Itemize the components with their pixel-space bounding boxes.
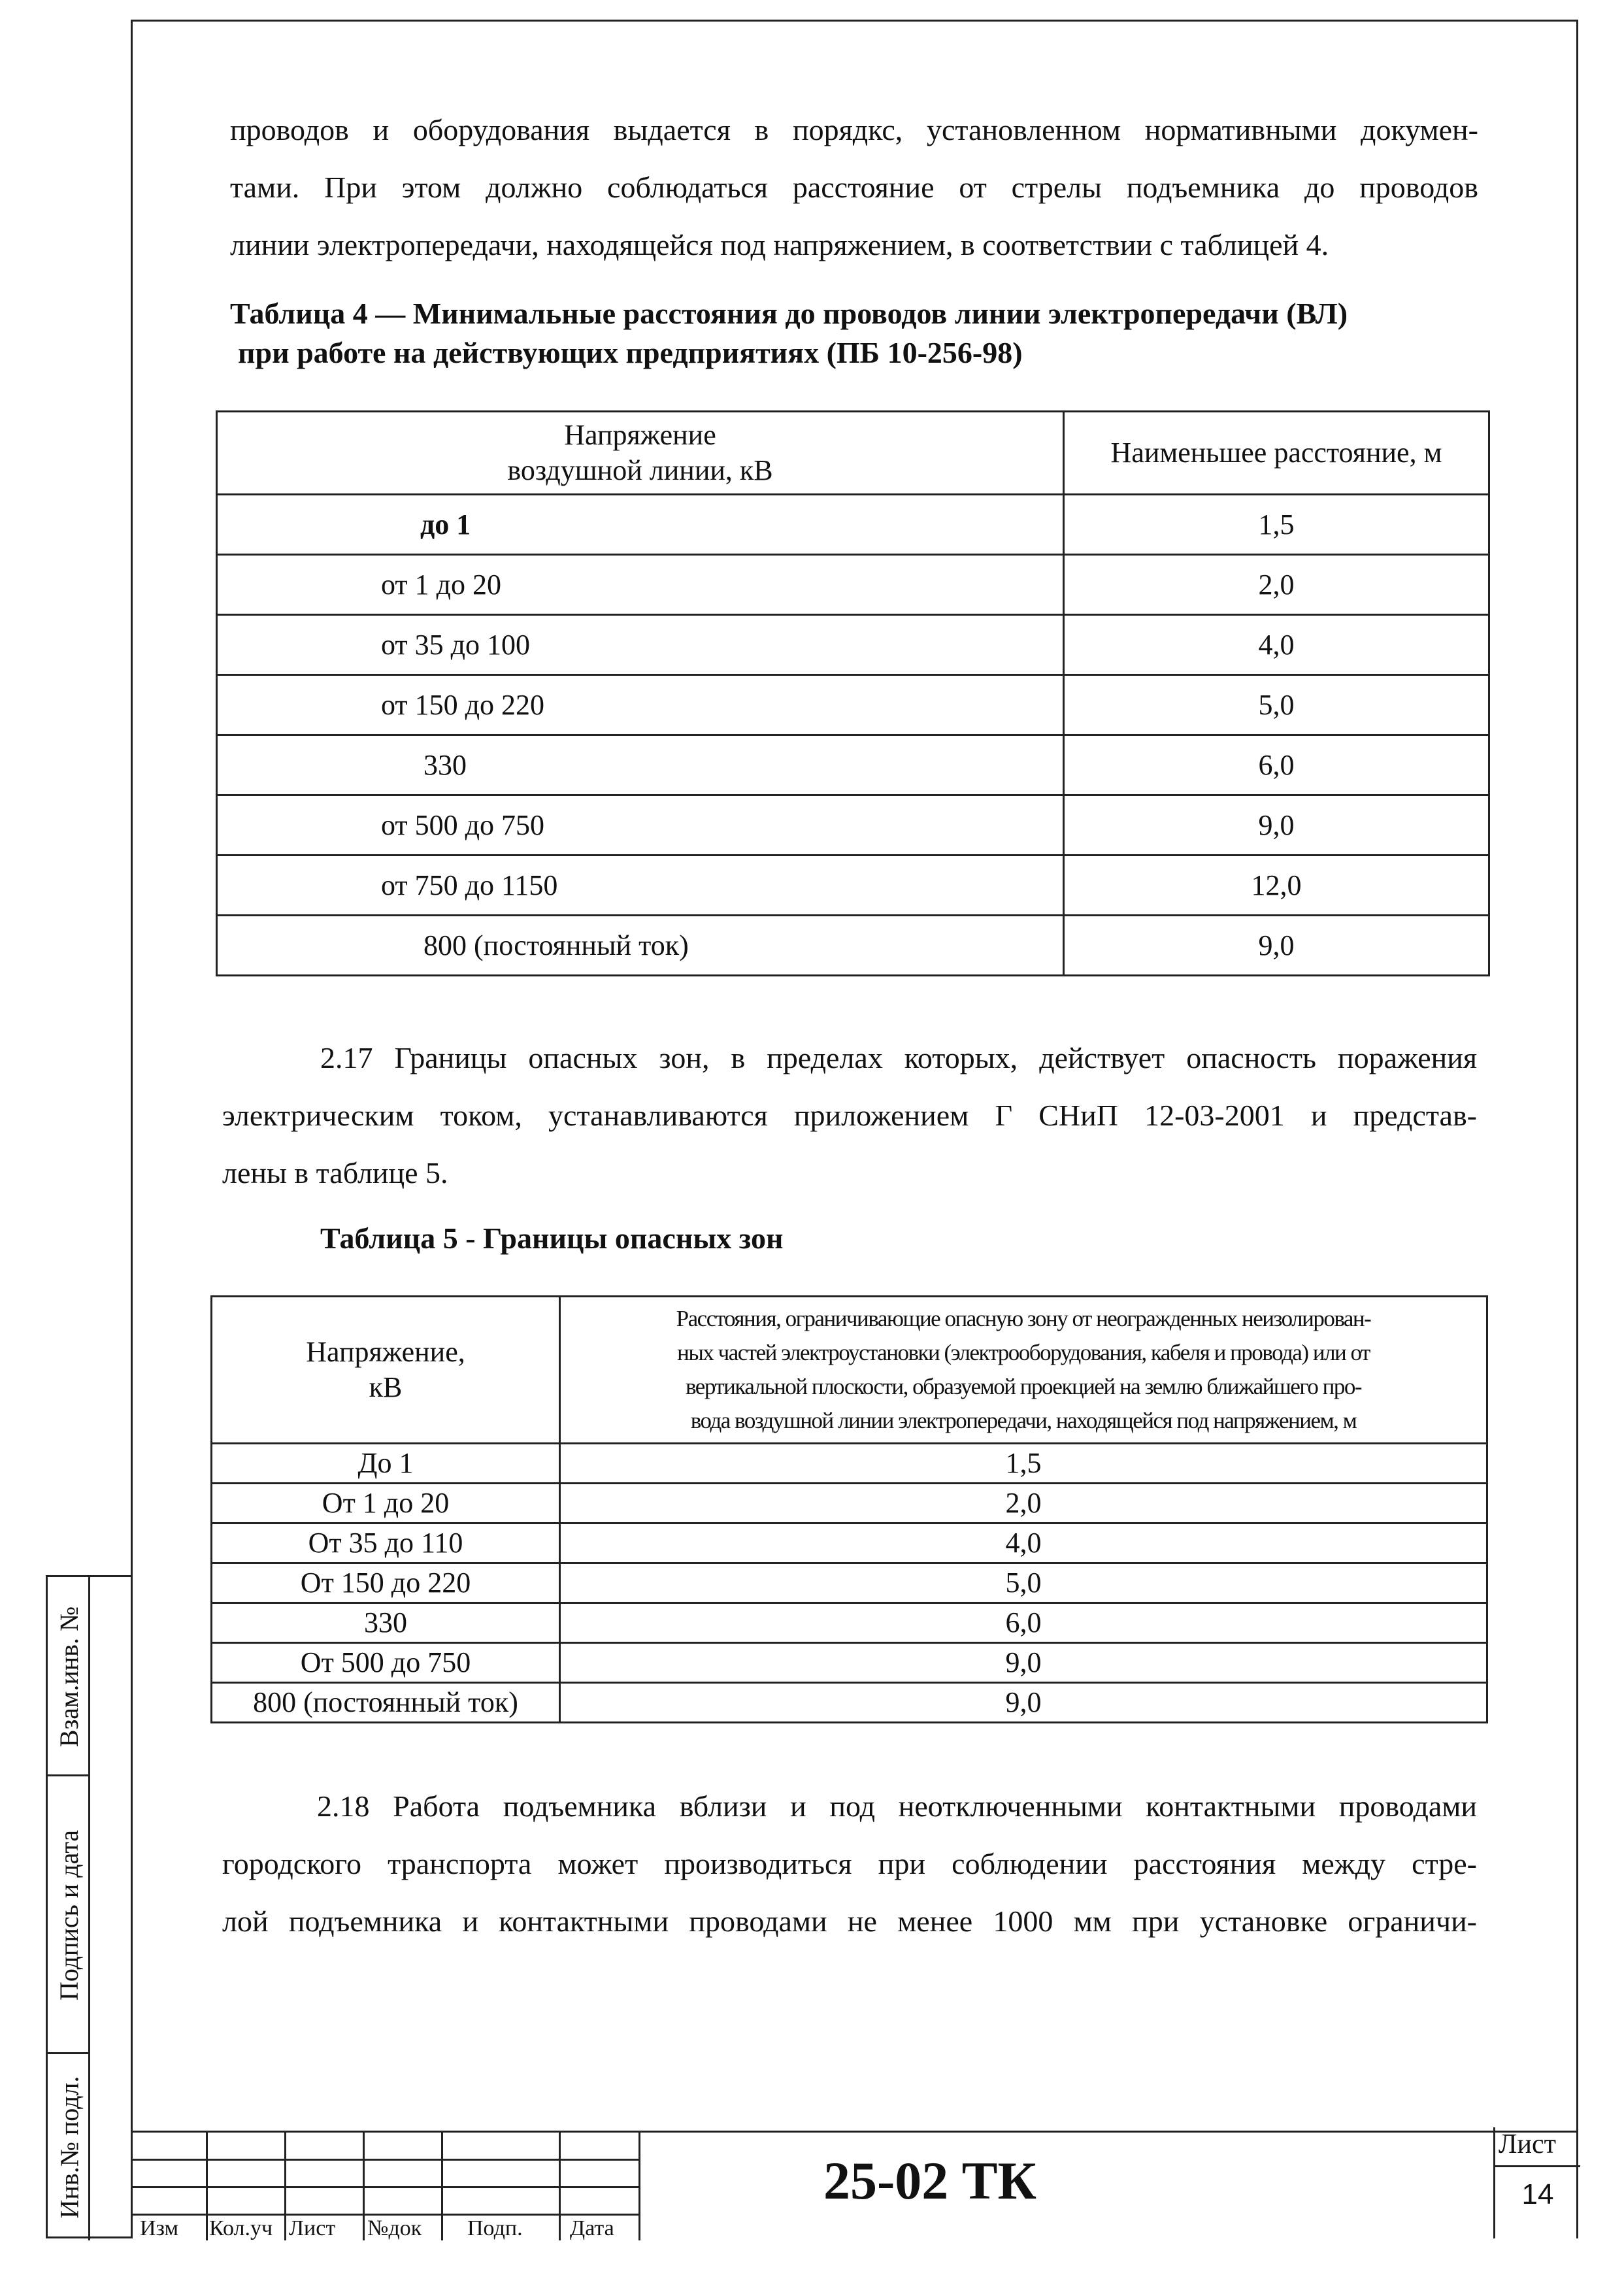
- cell-voltage: 330: [217, 735, 1064, 795]
- header-voltage-line2: кВ: [369, 1371, 403, 1403]
- label-izm: Изм: [140, 2216, 179, 2240]
- cell-distance: 2,0: [560, 1484, 1487, 1523]
- cell-distance: 9,0: [560, 1643, 1487, 1683]
- cell-voltage: до 1: [217, 495, 1064, 555]
- table5: [210, 1295, 1488, 1723]
- text-line: проводов и оборудования выдается в порядкс, установленном нормативными докумен-: [230, 113, 1478, 146]
- label-date: Дата: [570, 2216, 614, 2240]
- text-line: электрическим током, устанавливаются приложением Г СНиП 12-03-2001 и представ-: [222, 1099, 1477, 1132]
- signature-date-label: Подпись и дата: [54, 1829, 84, 2001]
- label-doc-no: №док: [367, 2216, 422, 2240]
- table-row: [212, 1523, 1487, 1563]
- cell-voltage: От 500 до 750: [212, 1643, 560, 1683]
- cell-voltage: от 500 до 750: [217, 795, 1064, 856]
- cell-voltage: от 35 до 100: [217, 615, 1064, 675]
- cell-voltage: от 1 до 20: [217, 555, 1064, 615]
- cell-distance: 5,0: [560, 1563, 1487, 1603]
- cell-distance: 5,0: [1064, 675, 1489, 735]
- table-row: [217, 795, 1489, 856]
- header-distance-line: Расстояния, ограничивающие опасную зону от неогражденных неизолирован-: [676, 1306, 1371, 1331]
- table-row: [212, 1444, 1487, 1484]
- header-voltage-line1: Напряжение: [564, 419, 716, 451]
- replaced-inv-label: Взам.инв. №: [54, 1606, 84, 1748]
- table-row: [217, 675, 1489, 735]
- table4-caption-line2: при работе на действующих предприятиях (ПБ 10-256-98): [238, 336, 1023, 369]
- document-code: 25-02 ТК: [823, 2151, 1036, 2210]
- cell-voltage: 800 (постоянный ток): [217, 916, 1064, 976]
- table-row: [217, 495, 1489, 555]
- cell-voltage: До 1: [212, 1444, 560, 1484]
- table-row: [212, 1563, 1487, 1603]
- cell-voltage: От 35 до 110: [212, 1523, 560, 1563]
- inv-original-label: Инв.№ подл.: [54, 2076, 84, 2219]
- cell-distance: 9,0: [1064, 795, 1489, 856]
- header-voltage: [217, 412, 1064, 495]
- cell-voltage: от 150 до 220: [217, 675, 1064, 735]
- table-row: [217, 735, 1489, 795]
- cell-distance: 1,5: [560, 1444, 1487, 1484]
- cell-distance: 1,5: [1064, 495, 1489, 555]
- text-line: тами. При этом должно соблюдаться расстояние от стрелы подъемника до проводов: [230, 171, 1478, 204]
- table4-caption-line1: Таблица 4 — Минимальные расстояния до проводов линии электропередачи (ВЛ): [230, 297, 1348, 330]
- revision-grid: [131, 2133, 640, 2240]
- side-stamp: [46, 1575, 131, 2238]
- table-row: [217, 555, 1489, 615]
- cell-distance: 4,0: [1064, 615, 1489, 675]
- text-line: городского транспорта может производиться при соблюдении расстояния между стре-: [222, 1847, 1477, 1880]
- text-line: линии электропередачи, находящейся под напряжением, в соответствии с таблицей 4.: [230, 228, 1329, 261]
- cell-voltage: 800 (постоянный ток): [212, 1683, 560, 1723]
- cell-distance: 6,0: [1064, 735, 1489, 795]
- label-kol-uch: Кол.уч: [209, 2216, 273, 2240]
- table-row: [212, 1643, 1487, 1683]
- text-line: 2.17 Границы опасных зон, в пределах которых, действует опасность поражения: [320, 1041, 1477, 1074]
- cell-distance: 2,0: [1064, 555, 1489, 615]
- cell-distance: 4,0: [560, 1523, 1487, 1563]
- cell-voltage: От 1 до 20: [212, 1484, 560, 1523]
- sheet-label: Лист: [1499, 2129, 1556, 2159]
- text-line: лой подъемника и контактными проводами не менее 1000 мм при установке ограничи-: [222, 1904, 1477, 1938]
- table5-caption: Таблица 5 - Границы опасных зон: [320, 1222, 784, 1255]
- label-list: Лист: [289, 2216, 336, 2240]
- cell-voltage: 330: [212, 1603, 560, 1643]
- header-distance-line: ных частей электроустановки (электрооборудования, кабеля и провода) или от: [677, 1340, 1370, 1365]
- table-header-row: [217, 412, 1489, 495]
- header-distance: [560, 1297, 1487, 1444]
- table4: [216, 410, 1490, 976]
- table-row: [212, 1484, 1487, 1523]
- table-row: [212, 1603, 1487, 1643]
- cell-distance: 6,0: [560, 1603, 1487, 1643]
- sheet-number: 14: [1521, 2178, 1554, 2210]
- header-distance-line: вертикальной плоскости, образуемой проекцией на землю ближайшего про-: [685, 1374, 1362, 1399]
- text-line: лены в таблице 5.: [222, 1156, 448, 1189]
- cell-voltage: от 750 до 1150: [217, 856, 1064, 916]
- table-row: [217, 916, 1489, 976]
- sheet-box: [1493, 2127, 1580, 2238]
- paragraph-2-17: [222, 1029, 1477, 1202]
- header-voltage: [212, 1297, 560, 1444]
- text-line: 2.18 Работа подъемника вблизи и под неотключенными контактными проводами: [317, 1789, 1477, 1823]
- table-row: [212, 1683, 1487, 1723]
- table-header-row: [212, 1297, 1487, 1444]
- table4-caption: [230, 294, 1348, 373]
- header-distance: Наименьшее расстояние, м: [1064, 412, 1489, 495]
- cell-distance: 9,0: [560, 1683, 1487, 1723]
- paragraph-intro: [230, 101, 1478, 274]
- cell-distance: 12,0: [1064, 856, 1489, 916]
- header-voltage-line2: воздушной линии, кВ: [507, 454, 773, 486]
- table-row: [217, 615, 1489, 675]
- header-distance-line: вода воздушной линии электропередачи, находящейся под напряжением, м: [690, 1408, 1357, 1433]
- cell-voltage: От 150 до 220: [212, 1563, 560, 1603]
- label-signature: Подп.: [467, 2216, 523, 2240]
- header-voltage-line1: Напряжение,: [306, 1336, 465, 1368]
- cell-distance: 9,0: [1064, 916, 1489, 976]
- paragraph-2-18: [222, 1778, 1477, 1950]
- table-row: [217, 856, 1489, 916]
